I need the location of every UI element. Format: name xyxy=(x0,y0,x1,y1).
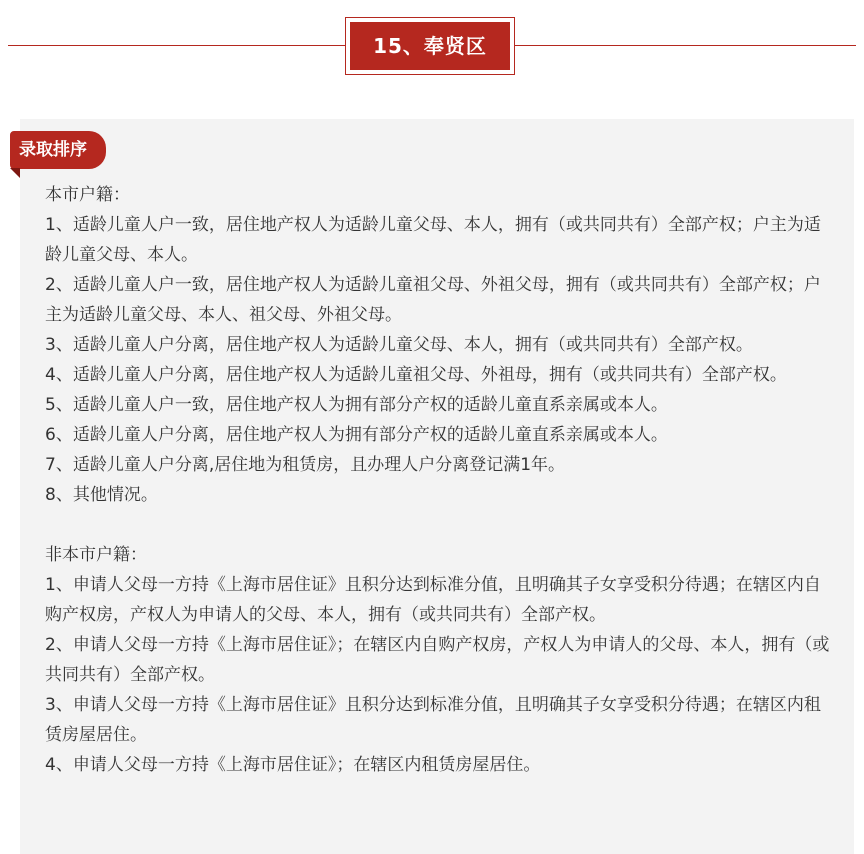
local-item: 3、适龄儿童人户分离，居住地产权人为适龄儿童父母、本人，拥有（或共同共有）全部产权。 xyxy=(45,335,753,355)
header-divider-right xyxy=(514,45,856,46)
district-title: 15、奉贤区 xyxy=(350,22,510,70)
nonlocal-heading: 非本市户籍： xyxy=(45,545,147,565)
local-item: 1、适龄儿童人户一致，居住地产权人为适龄儿童父母、本人，拥有（或共同共有）全部产权；户主为适龄儿童父母、本人。 xyxy=(45,215,821,265)
admission-order-text xyxy=(45,180,837,780)
section-spacer xyxy=(45,510,837,540)
local-item: 8、其他情况。 xyxy=(45,485,158,505)
header-divider-left xyxy=(8,45,348,46)
section-tag-fold xyxy=(10,168,20,178)
local-item: 7、适龄儿童人户分离,居住地为租赁房，且办理人户分离登记满1年。 xyxy=(45,455,566,475)
local-item: 5、适龄儿童人户一致，居住地产权人为拥有部分产权的适龄儿童直系亲属或本人。 xyxy=(45,395,668,415)
nonlocal-item: 3、申请人父母一方持《上海市居住证》且积分达到标准分值，且明确其子女享受积分待遇；在辖区内租赁房屋居住。 xyxy=(45,695,821,745)
section-tag: 录取排序 xyxy=(10,131,106,169)
district-title-box xyxy=(345,17,515,75)
nonlocal-item: 4、申请人父母一方持《上海市居住证》；在辖区内租赁房屋居住。 xyxy=(45,755,541,775)
local-item: 6、适龄儿童人户分离，居住地产权人为拥有部分产权的适龄儿童直系亲属或本人。 xyxy=(45,425,668,445)
local-item: 4、适龄儿童人户分离，居住地产权人为适龄儿童祖父母、外祖母，拥有（或共同共有）全部产权。 xyxy=(45,365,787,385)
nonlocal-item: 1、申请人父母一方持《上海市居住证》且积分达到标准分值，且明确其子女享受积分待遇；在辖区内自购产权房，产权人为申请人的父母、本人，拥有（或共同共有）全部产权。 xyxy=(45,575,821,625)
local-heading: 本市户籍： xyxy=(45,185,130,205)
nonlocal-item: 2、申请人父母一方持《上海市居住证》；在辖区内自购产权房，产权人为申请人的父母、本人，拥有（或共同共有）全部产权。 xyxy=(45,635,830,685)
local-item: 2、适龄儿童人户一致，居住地产权人为适龄儿童祖父母、外祖父母，拥有（或共同共有）全部产权；户主为适龄儿童父母、本人、祖父母、外祖父母。 xyxy=(45,275,821,325)
